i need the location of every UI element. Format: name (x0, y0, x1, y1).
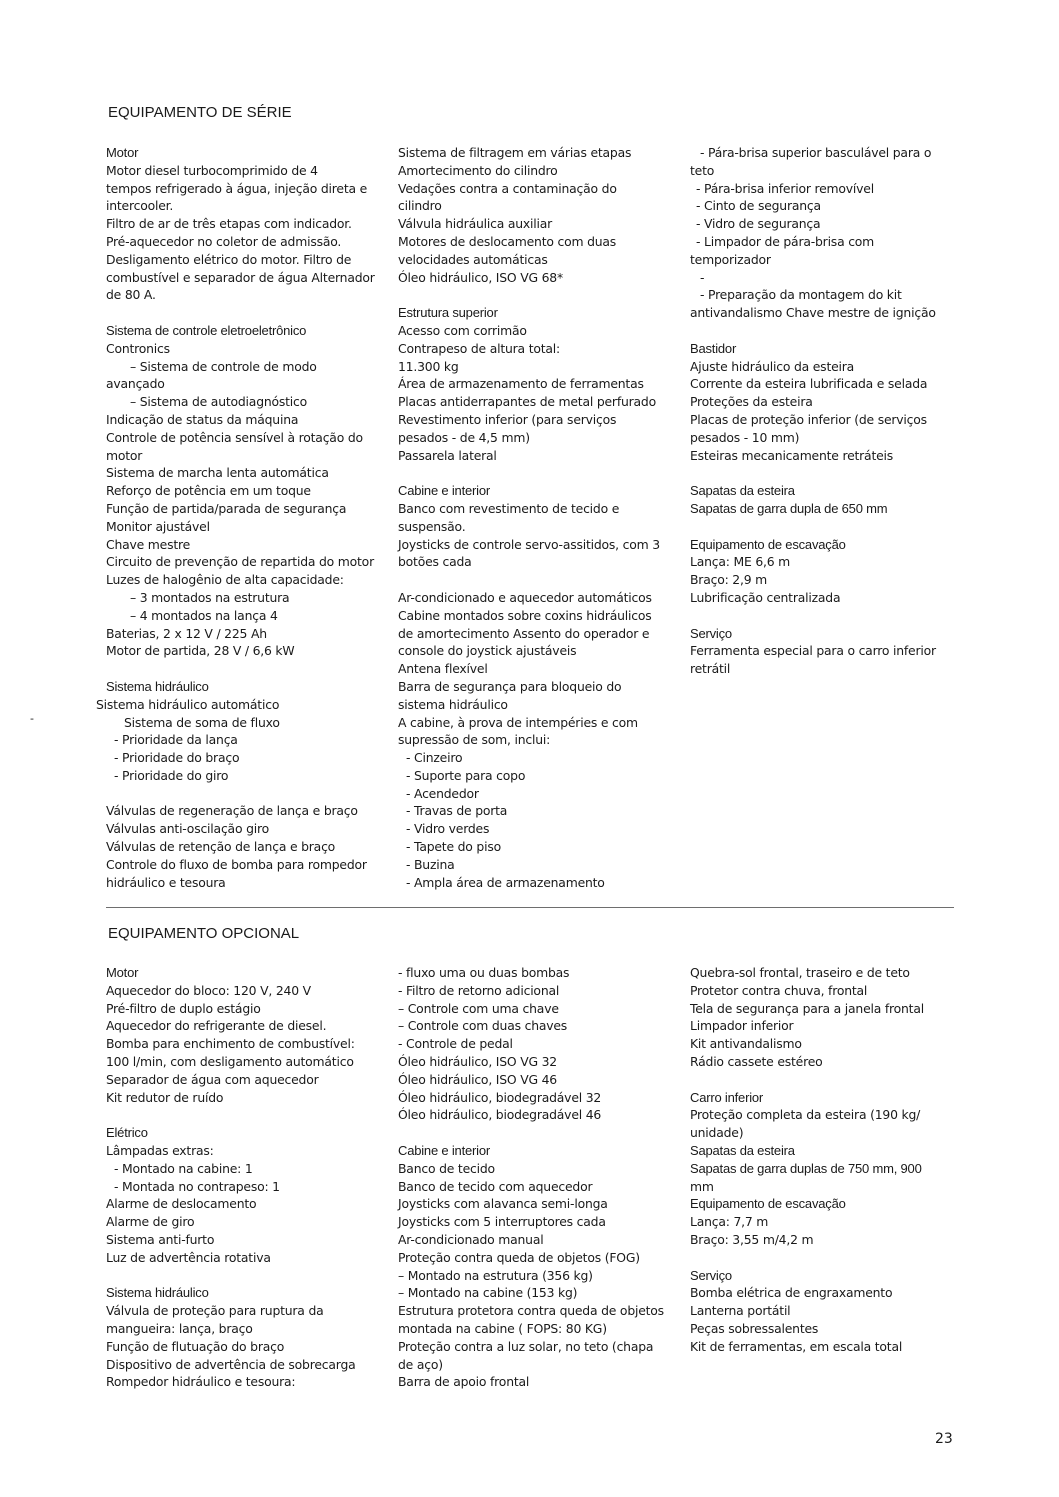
list-line: velocidades automáticas (398, 251, 548, 267)
list-line: Peças sobressalentes (690, 1320, 819, 1336)
list-line: Bomba elétrica de engraxamento (690, 1285, 893, 1301)
list-line: Contrapeso de altura total: (398, 340, 561, 356)
spacer (106, 660, 375, 678)
list-line: Sistema anti-furto (106, 1231, 215, 1247)
list-line: - Cinto de segurança (696, 198, 821, 214)
list-line: Válvulas de retenção de lança e braço (106, 839, 336, 855)
list-line: - Ampla área de armazenamento (406, 874, 605, 890)
list-line: Ar-condicionado manual (398, 1231, 544, 1247)
list-line: Tela de segurança para a janela frontal (690, 1000, 924, 1016)
list-line: - Pára-brisa inferior removível (696, 180, 874, 196)
list-line: pesados - 10 mm) (690, 429, 800, 445)
list-line: Sistema de filtragem em várias etapas (398, 145, 632, 160)
list-line: Proteção contra a luz solar, no teto (chapa (398, 1338, 654, 1354)
list-line: - Buzina (406, 856, 455, 872)
list-line: Joysticks com 5 interruptores cada (398, 1214, 606, 1230)
list-line: Kit antivandalismo (690, 1036, 802, 1052)
list-line: Kit redutor de ruído (106, 1089, 224, 1105)
list-line: Válvula de proteção para ruptura da (106, 1303, 324, 1319)
standard-column-3 (690, 144, 936, 678)
list-line: Sistema hidráulico automático (96, 696, 280, 712)
list-line: teto (690, 162, 715, 178)
list-line: - Vidro de segurança (696, 216, 821, 232)
list-line: Corrente da esteira lubrificada e selada (690, 376, 928, 392)
list-line: sistema hidráulico (398, 696, 508, 712)
section-heading: Carro inferior (690, 1089, 764, 1105)
list-line: Quebra-sol frontal, traseiro e de teto (690, 965, 910, 980)
standard-column-1 (96, 144, 375, 891)
list-line: Revestimento inferior (para serviços (398, 411, 617, 427)
list-line: Passarela lateral (398, 447, 497, 463)
list-line: – Montado na cabine (153 kg) (398, 1285, 578, 1301)
list-line: Sistema de marcha lenta automática (106, 465, 329, 481)
list-line: Barra de apoio frontal (398, 1374, 530, 1390)
standard-equipment-title: EQUIPAMENTO DE SÉRIE (108, 104, 292, 121)
section-divider (106, 907, 954, 908)
list-line: Pré-filtro de duplo estágio (106, 1000, 261, 1016)
list-line: Reforço de potência em um toque (106, 483, 311, 499)
list-line: intercooler. (106, 198, 174, 214)
spacer (690, 464, 936, 482)
section-heading: Bastidor (690, 340, 737, 356)
list-line: Ajuste hidráulico da esteira (690, 358, 855, 374)
section-heading: Motor (106, 965, 139, 980)
optional-column-2 (398, 964, 664, 1391)
list-line: cilindro (398, 198, 442, 214)
list-line: Função de flutuação do braço (106, 1338, 285, 1354)
list-line: – 4 montados na lança 4 (130, 607, 278, 623)
list-line: – Sistema de controle de modo (130, 358, 317, 374)
list-line: Rompedor hidráulico e tesoura: (106, 1374, 296, 1390)
list-line: – 3 montados na estrutura (130, 589, 290, 605)
list-line: 100 l/min, com desligamento automático (106, 1053, 354, 1069)
list-line: Estrutura protetora contra queda de objetos (398, 1303, 664, 1319)
list-line: Óleo hidráulico, biodegradável 32 (398, 1089, 602, 1105)
spacer (398, 286, 660, 304)
section-heading: Serviço (690, 625, 732, 641)
list-line: Lanterna portátil (690, 1303, 791, 1319)
list-line: - Preparação da montagem do kit (700, 287, 902, 303)
list-line: - Montado na cabine: 1 (114, 1160, 253, 1176)
list-line: - Filtro de retorno adicional (398, 982, 560, 998)
spacer (690, 607, 936, 625)
list-line: Placas antiderrapantes de metal perfurado (398, 394, 656, 410)
list-line: Desligamento elétrico do motor. Filtro de (106, 251, 352, 267)
list-line: avançado (106, 376, 165, 392)
list-line: – Controle com duas chaves (398, 1018, 568, 1034)
list-line: Ferramenta especial para o carro inferior (690, 643, 936, 659)
list-line: Óleo hidráulico, ISO VG 32 (398, 1053, 557, 1069)
list-line: Sistema de soma de fluxo (124, 714, 280, 730)
list-line: botões cada (398, 554, 472, 570)
list-line: unidade) (690, 1125, 744, 1141)
list-line: de 80 A. (106, 287, 156, 303)
section-heading: Sapatas da esteira (690, 483, 795, 499)
list-line: console do joystick ajustáveis (398, 643, 577, 659)
spacer (106, 1106, 356, 1124)
list-line: Acesso com corrimão (398, 322, 527, 338)
list-line: Separador de água com aquecedor (106, 1071, 319, 1087)
list-line: Banco de tecido com aquecedor (398, 1178, 593, 1194)
list-line: Proteções da esteira (690, 394, 813, 410)
optional-column-3 (690, 964, 924, 1356)
list-line: Luzes de halogênio de alta capacidade: (106, 572, 344, 588)
list-line: Alarme de giro (106, 1214, 195, 1230)
list-line: de amortecimento Assento do operador e (398, 625, 650, 641)
list-line: Óleo hidráulico, biodegradável 46 (398, 1107, 602, 1123)
section-heading: Cabine e interior (398, 483, 490, 499)
list-line: Braço: 2,9 m (690, 572, 768, 588)
list-line: - Vidro verdes (406, 821, 490, 837)
list-line: Controle do fluxo de bomba para rompedor (106, 856, 367, 872)
list-line: Aquecedor do refrigerante de diesel. (106, 1018, 327, 1034)
list-line: Lança: 7,7 m (690, 1214, 769, 1230)
list-line: Banco de tecido (398, 1160, 495, 1176)
list-line: - Prioridade do braço (114, 750, 240, 766)
spacer (106, 304, 375, 322)
list-line: – Controle com uma chave (398, 1000, 559, 1016)
list-line: Alarme de deslocamento (106, 1196, 257, 1212)
list-line: Óleo hidráulico, ISO VG 68* (398, 269, 563, 285)
spacer (398, 1124, 664, 1142)
section-heading: Sapatas da esteira (690, 1142, 795, 1158)
list-line: - Tapete do piso (406, 839, 501, 855)
list-line: de aço) (398, 1356, 443, 1372)
spacer (106, 1267, 356, 1285)
list-line: Barra de segurança para bloqueio do (398, 678, 622, 694)
list-line: Limpador inferior (690, 1018, 794, 1034)
list-line: Motor diesel turbocomprimido de 4 (106, 162, 318, 178)
list-line: Protetor contra chuva, frontal (690, 982, 868, 998)
section-heading: Elétrico (106, 1125, 148, 1141)
list-line: 11.300 kg (398, 358, 459, 374)
list-line: Circuito de prevenção de repartida do motor (106, 554, 374, 570)
section-heading: Sistema hidráulico (106, 678, 209, 694)
section-heading: Sapatas de garra duplas de 750 mm, 900 (690, 1160, 922, 1176)
list-line: Rádio cassete estéreo (690, 1053, 823, 1069)
section-heading: Motor (106, 145, 139, 160)
list-line: supressão de som, inclui: (398, 732, 551, 748)
standard-column-2 (398, 144, 660, 891)
list-line: - Pára-brisa superior basculável para o (700, 145, 932, 160)
list-line: Placas de proteção inferior (de serviços (690, 411, 927, 427)
list-line: suspensão. (398, 518, 466, 534)
optional-column-1 (106, 964, 356, 1391)
list-line: - Suporte para copo (406, 767, 526, 783)
list-line: - fluxo uma ou duas bombas (398, 965, 570, 980)
section-heading: Sistema de controle eletroeletrônico (106, 322, 307, 338)
spacer (690, 1071, 924, 1089)
list-line: - Controle de pedal (398, 1036, 513, 1052)
optional-equipment-title: EQUIPAMENTO OPCIONAL (108, 925, 300, 942)
list-line: - Prioridade da lança (114, 732, 238, 748)
list-line: mangueira: lança, braço (106, 1320, 253, 1336)
list-line: Joysticks com alavanca semi-longa (398, 1196, 608, 1212)
section-heading: Equipamento de escavação (690, 536, 846, 552)
list-line: mm (690, 1178, 714, 1194)
list-line: Indicação de status da máquina (106, 411, 299, 427)
section-heading: Equipamento de escavação (690, 1196, 846, 1212)
list-line: Válvulas anti-oscilação giro (106, 821, 269, 837)
list-line: montada na cabine ( FOPS: 80 KG) (398, 1320, 607, 1336)
section-heading: Sapatas de garra dupla de 650 mm (690, 500, 888, 516)
list-line: Função de partida/parada de segurança (106, 500, 347, 516)
list-line: hidráulico e tesoura (106, 874, 226, 890)
list-line: Dispositivo de advertência de sobrecarga (106, 1356, 356, 1372)
list-line: Joysticks de controle servo-assitidos, com 3 (398, 536, 660, 552)
list-line: - Cinzeiro (406, 750, 463, 766)
list-line: Área de armazenamento de ferramentas (398, 376, 644, 392)
list-line: Motores de deslocamento com duas (398, 233, 617, 249)
list-line: Motor de partida, 28 V / 6,6 kW (106, 643, 295, 659)
list-line: antivandalismo Chave mestre de ignição (690, 305, 936, 321)
list-line: motor (106, 447, 143, 463)
spacer (690, 322, 936, 340)
list-line: Contronics (106, 340, 170, 356)
list-line: Válvula hidráulica auxiliar (398, 216, 553, 232)
list-line: Lâmpadas extras: (106, 1142, 214, 1158)
list-line: retrátil (690, 661, 731, 677)
list-line: temporizador (690, 251, 771, 267)
list-line: Amortecimento do cilindro (398, 162, 558, 178)
page-number: 23 (935, 1431, 953, 1447)
list-line: Óleo hidráulico, ISO VG 46 (398, 1071, 557, 1087)
list-line: - (700, 269, 705, 285)
list-line: Cabine montados sobre coxins hidráulicos (398, 607, 652, 623)
list-line: Bomba para enchimento de combustível: (106, 1036, 355, 1052)
list-line: Braço: 3,55 m/4,2 m (690, 1231, 814, 1247)
list-line: Ar-condicionado e aquecedor automáticos (398, 589, 652, 605)
margin-mark: - (30, 712, 34, 725)
section-heading: Cabine e interior (398, 1142, 490, 1158)
list-line: Lubrificação centralizada (690, 589, 841, 605)
list-line: Aquecedor do bloco: 120 V, 240 V (106, 982, 311, 998)
list-line: Pré-aquecedor no coletor de admissão. (106, 233, 342, 249)
list-line: Chave mestre (106, 536, 191, 552)
spacer (690, 1249, 924, 1267)
list-line: - Acendedor (406, 785, 479, 801)
list-line: combustível e separador de água Alternador (106, 269, 375, 285)
list-line: Filtro de ar de três etapas com indicador. (106, 216, 352, 232)
list-line: - Prioridade do giro (114, 767, 229, 783)
section-heading: Estrutura superior (398, 305, 498, 321)
list-line: Banco com revestimento de tecido e (398, 500, 620, 516)
list-line: Monitor ajustável (106, 518, 210, 534)
section-heading: Serviço (690, 1267, 732, 1283)
list-line: Proteção completa da esteira (190 kg/ (690, 1107, 921, 1123)
list-line: Luz de advertência rotativa (106, 1249, 271, 1265)
list-line: Baterias, 2 x 12 V / 225 Ah (106, 625, 267, 641)
list-line: - Travas de porta (406, 803, 508, 819)
list-line: – Sistema de autodiagnóstico (130, 394, 308, 410)
list-line: pesados - de 4,5 mm) (398, 429, 530, 445)
list-line: Kit de ferramentas, em escala total (690, 1338, 903, 1354)
list-line: - Montada no contrapeso: 1 (114, 1178, 280, 1194)
list-line: Esteiras mecanicamente retráteis (690, 447, 894, 463)
list-line: Lança: ME 6,6 m (690, 554, 791, 570)
list-line: Proteção contra queda de objetos (FOG) (398, 1249, 640, 1265)
spacer (398, 571, 660, 589)
list-line: - Limpador de pára-brisa com (696, 233, 875, 249)
list-line: tempos refrigerado à água, injeção direta e (106, 180, 368, 196)
list-line: Vedações contra a contaminação do (398, 180, 617, 196)
list-line: Válvulas de regeneração de lança e braço (106, 803, 358, 819)
spacer (106, 785, 375, 803)
spacer (690, 518, 936, 536)
list-line: Controle de potência sensível à rotação do (106, 429, 363, 445)
list-line: A cabine, à prova de intempéries e com (398, 714, 638, 730)
list-line: Antena flexível (398, 661, 488, 677)
list-line: – Montado na estrutura (356 kg) (398, 1267, 593, 1283)
spacer (398, 464, 660, 482)
section-heading: Sistema hidráulico (106, 1285, 209, 1301)
